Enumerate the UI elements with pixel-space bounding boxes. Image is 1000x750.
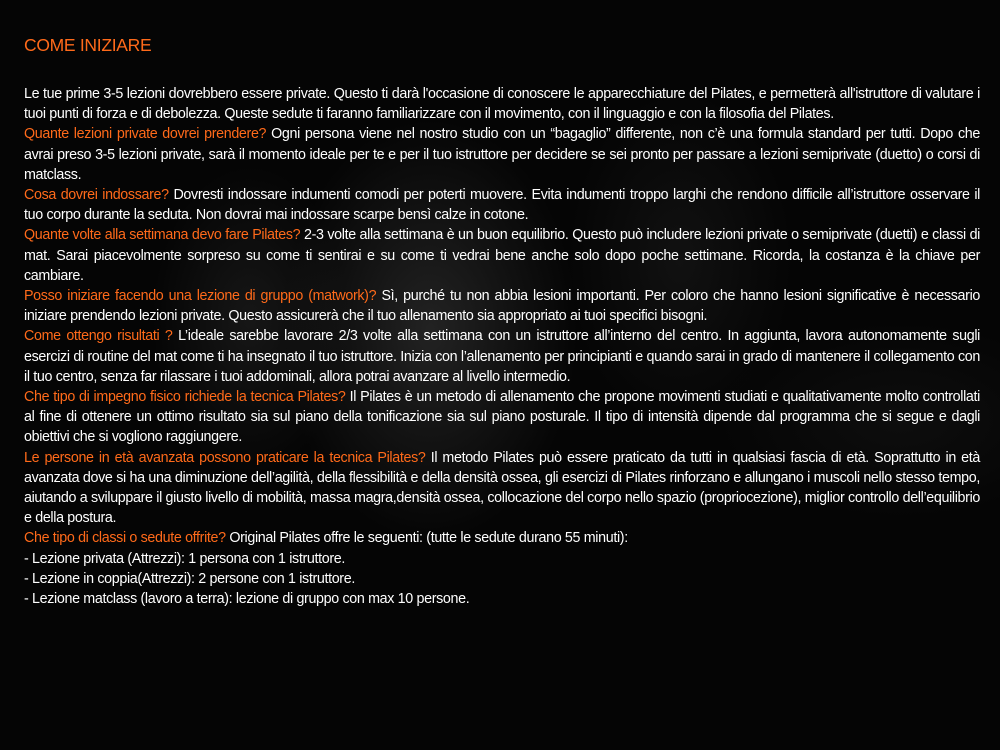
list-item: - Lezione privata (Attrezzi): 1 persona con 1 istruttore. (24, 550, 345, 567)
faq-item (24, 124, 980, 185)
faq-answer: Sì, purché tu non abbia lesioni importanti. Per coloro che hanno lesioni significative è necessario iniziare prendendo lezioni private. Questo assicurerà che il tuo allenamento sia appropriato ai tuoi specifici bisogni. (24, 288, 980, 325)
faq-question: Le persone in età avanzata possono praticare la tecnica Pilates? (24, 449, 426, 466)
faq-item (24, 225, 980, 286)
faq-question: Cosa dovrei indossare? (24, 187, 169, 204)
list-item: - Lezione matclass (lavoro a terra): lezione di gruppo con max 10 persone. (24, 591, 470, 608)
intro-paragraph: Le tue prime 3-5 lezioni dovrebbero essere private. Questo ti darà l'occasione di conoscere le apparecchiature del Pilates, e permetterà all'istruttore di valutare i tuoi punti di forza e di debolezza. Queste sedute ti faranno familiarizzare con il movimento, con il linguaggio e con la filosofia del Pilates. (24, 86, 980, 123)
faq-question: Quante volte alla settimana devo fare Pilates? (24, 227, 301, 244)
faq-item (24, 528, 980, 548)
faq-item (24, 448, 980, 529)
body-text (24, 84, 980, 609)
faq-item (24, 185, 980, 225)
faq-item (24, 286, 980, 326)
classes-list (24, 549, 980, 610)
faq-answer: 2-3 volte alla settimana è un buon equilibrio. Questo può includere lezioni private o semiprivate (duetti) e classi di mat. Sarai piacevolmente sorpreso su come ti sentirai e su come ti vedrai bene anche solo dopo poche settimane. Ricorda, la costanza è la chiave per cambiare. (24, 227, 980, 284)
faq-answer: Il Pilates è un metodo di allenamento che propone movimenti studiati e qualitativamente molto controllati al fine di ottenere un ottimo risultato sia sul piano della tonificazione sia sul piano posturale. Il tipo di intensità dipende dal programma che si segue e dagli obiettivi che si vogliono raggiungere. (24, 389, 980, 446)
faq-question: Posso iniziare facendo una lezione di gruppo (matwork)? (24, 288, 377, 305)
faq-answer: Il metodo Pilates può essere praticato da tutti in qualsiasi fascia di età. Soprattutto in età avanzata dove si ha una diminuzione dell’agilità, della flessibilità e della densità ossea, gli esercizi di Pilates rinforzano e allungano i muscoli nello stesso tempo, aiutando a sviluppare il giusto livello di mobilità, massa magra,densità ossea, collocazione del corpo nello spazio (propriocezione), miglior controllo dell’equilibrio e della postura. (24, 449, 980, 527)
faq-answer: Dovresti indossare indumenti comodi per poterti muovere. Evita indumenti troppo larghi che rendono difficile all’istruttore osservare il tuo corpo durante la seduta. Non dovrai mai indossare scarpe bensì calze in cotone. (24, 187, 980, 224)
faq-question: Come ottengo risultati ? (24, 328, 173, 345)
faq-question: Quante lezioni private dovrei prendere? (24, 126, 267, 143)
faq-answer: Ogni persona viene nel nostro studio con un “bagaglio” differente, non c’è una formula standard per tutti. Dopo che avrai preso 3-5 lezioni private, sarà il momento ideale per te e per il tuo istruttore per decidere se sei pronto per passare a lezioni semiprivate (duetto) o corsi di matclass. (24, 126, 980, 183)
faq-item (24, 326, 980, 387)
page-title: COME INIZIARE (24, 35, 152, 55)
page-content (24, 34, 980, 609)
faq-question: Che tipo di classi o sedute offrite? (24, 530, 226, 547)
faq-item (24, 387, 980, 448)
faq-question: Che tipo di impegno fisico richiede la tecnica Pilates? (24, 389, 346, 406)
list-item: - Lezione in coppia(Attrezzi): 2 persone con 1 istruttore. (24, 570, 355, 587)
faq-answer: L’ideale sarebbe lavorare 2/3 volte alla settimana con un istruttore all’interno del centro. In aggiunta, lavora autonomamente sugli esercizi di routine del mat come ti ha insegnato il tuo istruttore. Inizia con l’allenamento per principianti e quando sarai in grado di mantenere il collegamento con il tuo centro, senza far rilassare i tuoi addominali, allora potrai avanzare al livello intermedio. (24, 328, 980, 385)
faq-answer: Original Pilates offre le seguenti: (tutte le sedute durano 55 minuti): (225, 530, 628, 547)
